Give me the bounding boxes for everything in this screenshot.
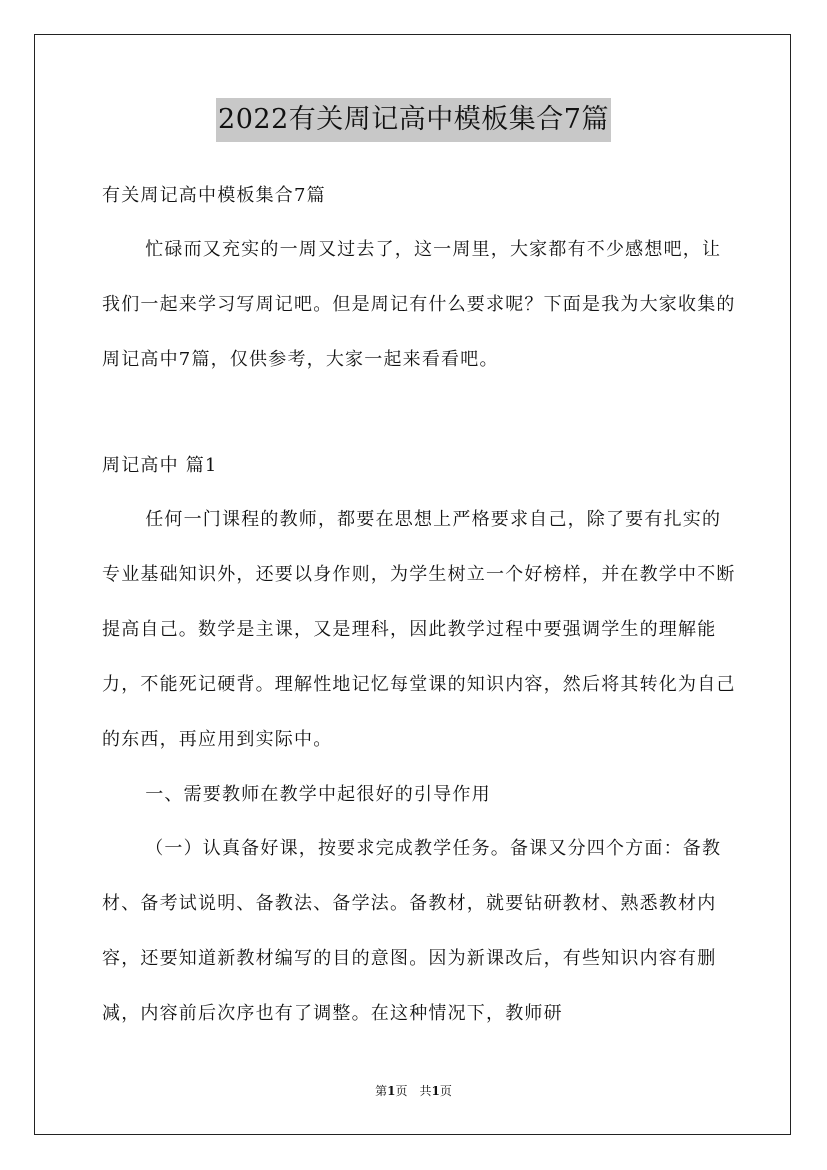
footer-page-total: 1 bbox=[431, 1084, 440, 1098]
page-footer bbox=[0, 1082, 827, 1100]
body-paragraph-1: 任何一门课程的教师，都要在思想上严格要求自己，除了要有扎实的专业基础知识外，还要以身作则，为学生树立一个好榜样，并在教学中不断提高自己。数学是主课，又是理科，因此教学过程中要强调学生的理解能力，不能死记硬背。理解性地记忆每堂课的知识内容，然后将其转化为自己的东西，再应用到实际中。 bbox=[102, 509, 736, 750]
title-container bbox=[0, 98, 827, 142]
footer-suffix: 页 bbox=[439, 1084, 452, 1098]
body-paragraph-3: （一）认真备好课，按要求完成教学任务。备课又分四个方面：备教材、备考试说明、备教法、备学法。备教材，就要钻研教材、熟悉教材内容，还要知道新教材编写的目的意图。因为新课改后，有些知识内容有删减，内容前后次序也有了调整。在这种情况下，教师研 bbox=[102, 838, 722, 1024]
section-heading: 周记高中 篇1 bbox=[102, 455, 218, 476]
footer-page-current: 1 bbox=[387, 1084, 396, 1098]
document-title: 2022有关周记高中模板集合7篇 bbox=[216, 98, 611, 142]
footer-prefix: 第 bbox=[375, 1084, 388, 1098]
intro-paragraph: 忙碌而又充实的一周又过去了，这一周里，大家都有不少感想吧，让我们一起来学习写周记吧。但是周记有什么要求呢？下面是我为大家收集的周记高中7篇，仅供参考，大家一起来看看吧。 bbox=[102, 239, 736, 370]
body-paragraph-2: 一、需要教师在教学中起很好的引导作用 bbox=[145, 784, 491, 805]
document-subtitle: 有关周记高中模板集合7篇 bbox=[102, 185, 326, 206]
footer-mid: 页 共 bbox=[395, 1084, 432, 1098]
